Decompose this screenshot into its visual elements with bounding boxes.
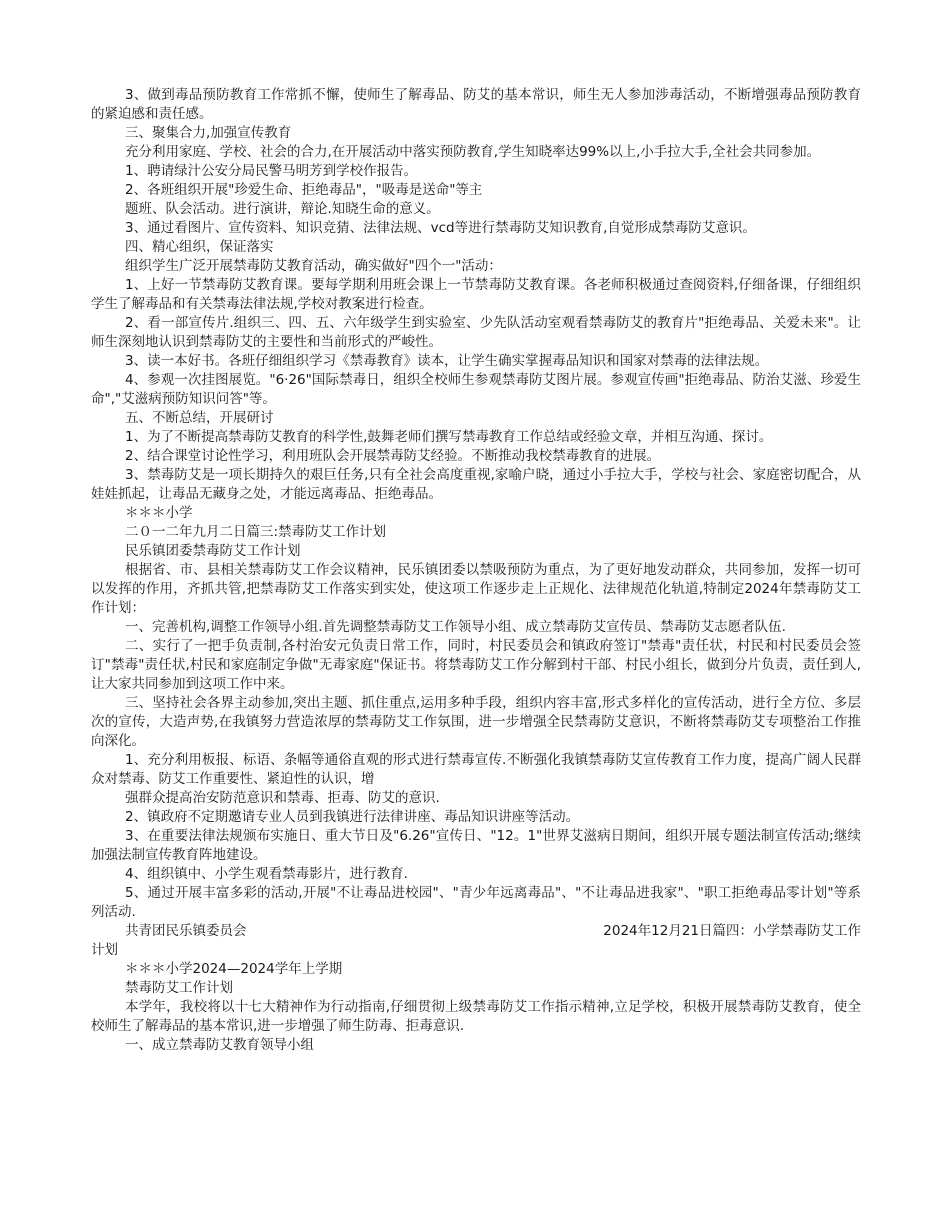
paragraph: 组织学生广泛开展禁毒防艾教育活动，确实做好"四个一"活动： (125, 258, 502, 274)
paragraph: 3、通过看图片、宣传资料、知识竞猜、法律法规、vcd等进行禁毒防艾知识教育,自觉形成禁毒防艾意识。 (125, 220, 756, 236)
paragraph: 5、通过开展丰富多彩的活动,开展"不让毒品进校园"、"青少年远离毒品"、"不让毒品进我家"、"职工拒绝毒品零计划"等系列活动. (91, 885, 861, 920)
paragraph: 3、做到毒品预防教育工作常抓不懈，使师生了解毒品、防艾的基本常识，师生无人参加涉毒活动，不断增强毒品预防教育的紧迫感和责任感。 (91, 87, 861, 122)
document-page (91, 86, 861, 1055)
school-year-line: ＊＊＊小学2024—2024学年上学期 (125, 961, 343, 977)
signature-line (91, 922, 861, 941)
paragraph: 题班、队会活动。进行演讲，辩论.知晓生命的意义。 (125, 201, 440, 217)
paragraph: 2、镇政府不定期邀请专业人员到我镇进行法律讲座、毒品知识讲座等活动。 (125, 809, 580, 825)
paragraph: 充分利用家庭、学校、社会的合力,在开展活动中落实预防教育,学生知晓率达99%以上,小手拉大手,全社会共同参加。 (125, 144, 821, 160)
paragraph: 2、各班组织开展"珍爱生命、拒绝毒品"，"吸毒是送命"等主 (125, 182, 483, 198)
plan-title: 民乐镇团委禁毒防艾工作计划 (125, 543, 301, 559)
paragraph: 三、坚持社会各界主动参加,突出主题、抓住重点,运用多种手段，组织内容丰富,形式多样化的宣传活动，进行全方位、多层次的宣传，大造声势,在我镇努力营造浓厚的禁毒防艾工作氛围，进一步增强全民禁毒防艾意识，不断将禁毒防艾专项整治工作推向深化。 (91, 695, 861, 749)
paragraph: 3、在重要法律法规颁布实施日、重大节日及"6.26"宣传日、"12。1"世界艾滋病日期间，组织开展专题法制宣传活动;继续加强法制宣传教育阵地建设。 (91, 828, 861, 863)
paragraph: 4、组织镇中、小学生观看禁毒影片，进行教育. (125, 866, 408, 882)
section-heading: 三、聚集合力,加强宣传教育 (125, 125, 292, 141)
signature-org: 共青团民乐镇委员会 (125, 923, 247, 939)
paragraph: 1、上好一节禁毒防艾教育课。要每学期利用班会课上一节禁毒防艾教育课。各老师积极通过查阅资料,仔细备课，仔细组织学生了解毒品和有关禁毒法律法规,学校对教案进行检查。 (91, 277, 861, 312)
paragraph: 根据省、市、县相关禁毒防艾工作会议精神，民乐镇团委以禁吸预防为重点，为了更好地发动群众，共同参加，发挥一切可以发挥的作用，齐抓共管,把禁毒防艾工作落实到实处，使这项工作逐步走上正规化、法律规范化轨道,特制定2024年禁毒防艾工作计划： (91, 562, 861, 616)
signature-date: 2024年12月21日篇四：小学禁毒防艾工作 (603, 923, 861, 939)
paragraph: 1、充分利用板报、标语、条幅等通俗直观的形式进行禁毒宣传.不断强化我镇禁毒防艾宣传教育工作力度，提高广阔人民群众对禁毒、防艾工作重要性、紧迫性的认识，增 (91, 752, 861, 787)
paragraph: 3、禁毒防艾是一项长期持久的艰巨任务,只有全社会高度重视,家喻户晓，通过小手拉大手，学校与社会、家庭密切配合，从娃娃抓起，让毒品无藏身之处，才能远离毒品、拒绝毒品。 (91, 467, 861, 502)
school-signature: ＊＊＊小学 (125, 505, 193, 521)
paragraph: 1、聘请绿汁公安分局民警马明芳到学校作报告。 (125, 163, 418, 179)
section-heading: 四、精心组织，保证落实 (125, 239, 274, 255)
paragraph: 1、为了不断提高禁毒防艾教育的科学性,鼓舞老师们撰写禁毒教育工作总结或经验文章，并相互沟通、探讨。 (125, 429, 773, 445)
plan-title: 禁毒防艾工作计划 (125, 980, 233, 996)
paragraph: 强群众提高治安防范意识和禁毒、拒毒、防艾的意识. (125, 790, 440, 806)
date-line: 二０一二年九月二日篇三:禁毒防艾工作计划 (125, 524, 387, 540)
paragraph: 本学年，我校将以十七大精神作为行动指南,仔细贯彻上级禁毒防艾工作指示精神,立足学校，积极开展禁毒防艾教育，使全校师生了解毒品的基本常识,进一步增强了师生防毒、拒毒意识. (91, 999, 861, 1034)
paragraph: 二、实行了一把手负责制,各村治安元负责日常工作，同时，村民委员会和镇政府签订"禁毒"责任状，村民和村民委员会签订"禁毒"责任状,村民和家庭制定争做"无毒家庭"保证书。将禁毒防艾工作分解到村干部、村民小组长，做到分片负责，责任到人,让大家共同参加到这项工作中来。 (91, 638, 861, 692)
signature-continuation: 计划 (91, 942, 118, 958)
section-heading: 一、成立禁毒防艾教育领导小组 (125, 1037, 314, 1053)
section-heading: 五、不断总结，开展研讨 (125, 410, 274, 426)
paragraph: 4、参观一次挂图展览。"6·26"国际禁毒日，组织全校师生参观禁毒防艾图片展。参观宣传画"拒绝毒品、防治艾滋、珍爱生命","艾滋病预防知识问答"等。 (91, 372, 861, 407)
paragraph: 2、看一部宣传片.组织三、四、五、六年级学生到实验室、少先队活动室观看禁毒防艾的教育片"拒绝毒品、关爱未来"。让师生深刻地认识到禁毒防艾的主要性和当前形式的严峻性。 (91, 315, 861, 350)
paragraph: 3、读一本好书。各班仔细组织学习《禁毒教育》读本，让学生确实掌握毒品知识和国家对禁毒的法律法规。 (125, 353, 769, 369)
paragraph: 2、结合课堂讨论性学习，利用班队会开展禁毒防艾经验。不断推动我校禁毒教育的进展。 (125, 448, 661, 464)
paragraph: 一、完善机构,调整工作领导小组.首先调整禁毒防艾工作领导小组、成立禁毒防艾宣传员、禁毒防艾志愿者队伍. (125, 619, 786, 635)
